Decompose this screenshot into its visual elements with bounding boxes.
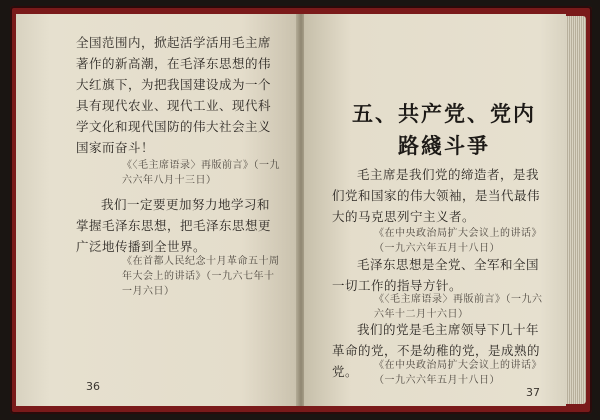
open-book [10,6,592,414]
right-citation-2: 《〈毛主席语录〉再版前言》（一九六六年十二月十六日） [374,294,543,320]
left-page-number: 36 [86,380,100,393]
left-citation-2: 《在首都人民纪念十月革命五十周年大会上的讲话》（一九六七年十一月六日） [122,256,280,297]
page-edges [566,16,586,404]
left-citation-1: 《〈毛主席语录〉再版前言》（一九六六年八月十三日） [122,160,280,186]
left-page [16,14,298,406]
right-paragraph-3: 我们的党是毛主席领导下几十年革命的党，不是幼稚的党，是成熟的党。 [332,322,541,379]
right-paragraph-2: 毛泽东思想是全党、全军和全国一切工作的指导方针。 [332,257,540,293]
right-citation-3: 《在中央政治局扩大会议上的讲话》（一九六六年五月十八日） [374,360,542,386]
section-heading-line-1: 五、共产党、党内 [352,102,536,126]
left-paragraph-1: 全国范围内，掀起活学活用毛主席著作的新高潮，在毛泽东思想的伟大红旗下，为把我国建设成为一个具有现代农业、现代工业、现代科学文化和现代国防的伟大社会主义国家而奋斗！ [76,35,272,155]
right-citation-1: 《在中央政治局扩大会议上的讲话》（一九六六年五月十八日） [374,228,542,254]
right-paragraph-1: 毛主席是我们党的缔造者，是我们党和国家的伟大领袖，是当代最伟大的马克思列宁主义者。 [332,167,541,224]
right-page-number: 37 [526,386,540,399]
left-paragraph-2: 我们一定要更加努力地学习和掌握毛泽东思想，把毛泽东思想更广泛地传播到全世界。 [76,197,272,254]
right-page [304,14,566,406]
section-heading-line-2: 路綫斗爭 [398,134,490,158]
